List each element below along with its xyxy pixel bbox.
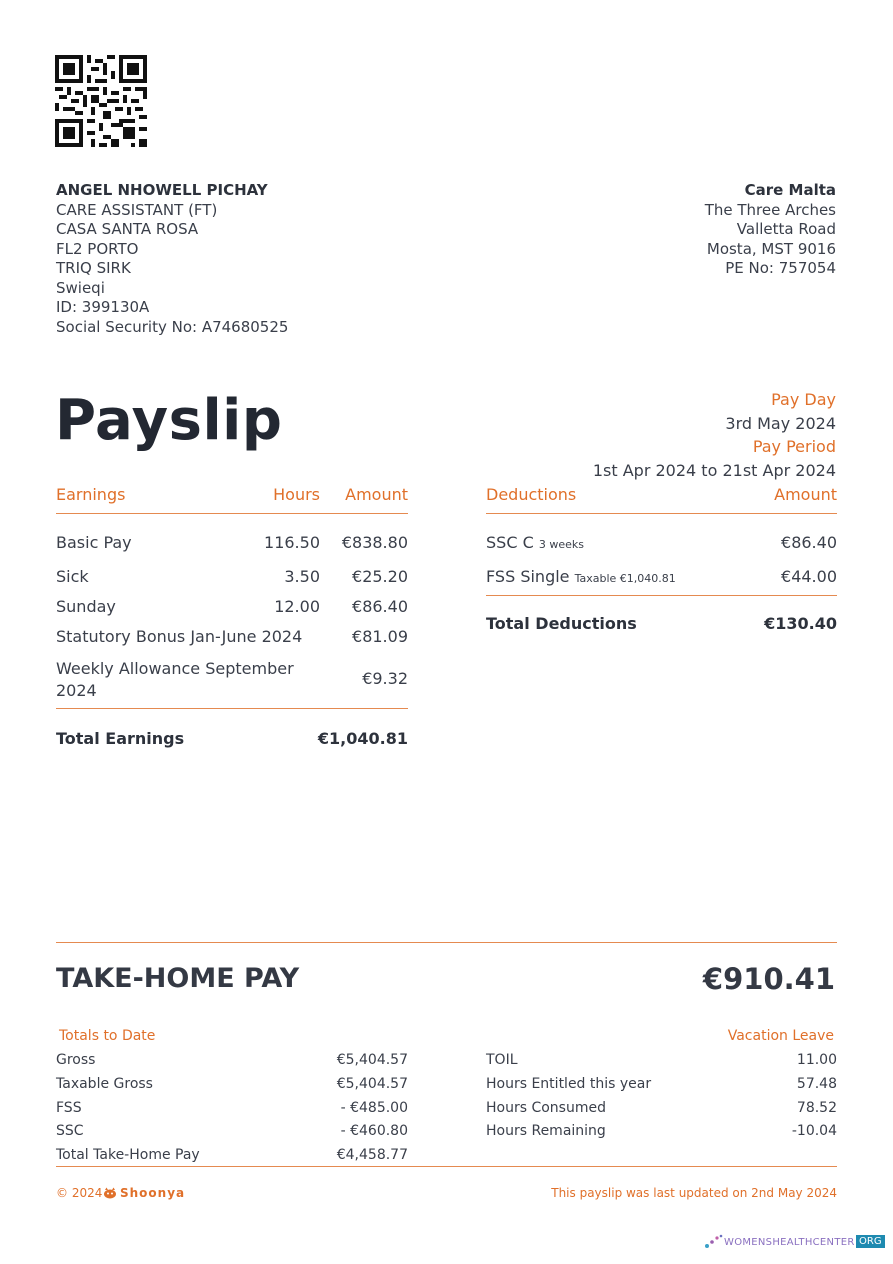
total-earnings-value: €1,040.81: [317, 729, 408, 748]
deduction-name: FSS Single: [486, 567, 570, 586]
employer-address-line: Mosta, MST 9016: [706, 239, 836, 258]
total-deductions-label: Total Deductions: [486, 614, 637, 633]
totals-to-date-header: Totals to Date: [59, 1028, 156, 1044]
earnings-row-amount: €9.32: [362, 669, 408, 688]
brand-logo: [103, 1186, 186, 1208]
earnings-row-label: Statutory Bonus Jan-June 2024: [56, 627, 303, 646]
earnings-row-amount: €86.40: [352, 597, 408, 616]
totals-row-label: Gross: [56, 1052, 96, 1068]
deductions-header-rule: [486, 513, 837, 514]
watermark-tld: ORG: [856, 1235, 885, 1248]
earnings-row-hours: 116.50: [264, 533, 320, 552]
deductions-row-amount: €44.00: [781, 567, 837, 586]
employee-address-line: TRIQ SIRK: [56, 259, 131, 277]
employer-block: [705, 181, 836, 279]
totals-row-value: - €460.80: [340, 1123, 408, 1139]
total-earnings-label: Total Earnings: [56, 729, 185, 748]
leave-row-value: 78.52: [796, 1100, 837, 1116]
watermark: [704, 1232, 884, 1254]
leave-row-label: Hours Consumed: [486, 1100, 606, 1116]
totals-row-value: €5,404.57: [336, 1076, 408, 1092]
totals-row-label: Total Take-Home Pay: [56, 1147, 200, 1163]
earnings-row-hours: 3.50: [284, 567, 320, 586]
footer-rule: [56, 1166, 837, 1167]
employee-address-line: FL2 PORTO: [56, 239, 139, 258]
dots-icon: [704, 1234, 724, 1250]
pay-day-value: 3rd May 2024: [725, 414, 836, 433]
deduction-note: 3 weeks: [538, 538, 584, 551]
earnings-row-label: Sunday: [56, 597, 116, 616]
take-home-amount: €910.41: [702, 962, 835, 996]
pay-period-label: Pay Period: [752, 437, 836, 456]
employee-block: [56, 181, 288, 337]
total-deductions-value: €130.40: [764, 614, 837, 633]
earnings-row-amount: €25.20: [352, 567, 408, 586]
leave-row-label: Hours Entitled this year: [486, 1076, 652, 1092]
employee-locality: Swieqi: [56, 278, 105, 297]
leave-row-value: 57.48: [796, 1076, 837, 1092]
totals-row-value: - €485.00: [340, 1100, 408, 1116]
deduction-name: SSC C: [486, 533, 534, 552]
amount-header: Amount: [345, 485, 408, 504]
leave-row-value: 11.00: [796, 1052, 837, 1068]
employee-id: ID: 399130A: [56, 298, 150, 316]
page-title: Payslip: [55, 388, 283, 453]
deductions-row-label: [486, 567, 676, 586]
brand-name: Shoonya: [120, 1186, 186, 1200]
pay-day-label: Pay Day: [771, 390, 836, 409]
totals-row-value: €4,458.77: [336, 1147, 408, 1163]
employee-name: ANGEL NHOWELL PICHAY: [56, 181, 268, 199]
employer-name: Care Malta: [744, 181, 836, 199]
deductions-total-rule: [486, 595, 837, 596]
employer-address-line: The Three Arches: [704, 200, 836, 219]
employee-position: CARE ASSISTANT (FT): [56, 200, 218, 219]
hours-header: Hours: [273, 485, 320, 504]
last-updated-note: This payslip was last updated on 2nd May 2024: [551, 1186, 837, 1200]
deduction-note: Taxable €1,040.81: [574, 572, 676, 585]
leave-row-value: -10.04: [791, 1123, 837, 1139]
take-home-rule: [56, 942, 837, 943]
pay-period-value: 1st Apr 2024 to 21st Apr 2024: [592, 461, 836, 480]
deductions-row-label: [486, 533, 584, 552]
employer-address-line: Valletta Road: [736, 220, 836, 238]
earnings-row-amount: €838.80: [341, 533, 408, 552]
deductions-row-amount: €86.40: [781, 533, 837, 552]
earnings-row-label: Weekly Allowance September 2024: [56, 659, 294, 700]
copyright: © 2024: [56, 1186, 103, 1200]
totals-row-label: FSS: [56, 1100, 82, 1116]
watermark-text: WOMENSHEALTHCENTER: [724, 1237, 855, 1248]
employer-pe-number: PE No: 757054: [725, 259, 836, 277]
earnings-header-rule: [56, 513, 408, 514]
qr-code: [55, 55, 147, 147]
totals-row-label: Taxable Gross: [56, 1076, 153, 1092]
deductions-amount-header: Amount: [774, 485, 837, 504]
totals-row-value: €5,404.57: [336, 1052, 408, 1068]
employee-ssn: Social Security No: A74680525: [56, 317, 289, 336]
earnings-total-rule: [56, 708, 408, 709]
employee-address-line: CASA SANTA ROSA: [56, 220, 199, 238]
leave-row-label: Hours Remaining: [486, 1123, 606, 1139]
vacation-leave-header: Vacation Leave: [727, 1028, 834, 1044]
earnings-row-amount: €81.09: [352, 627, 408, 646]
totals-row-label: SSC: [56, 1123, 84, 1139]
take-home-label: TAKE-HOME PAY: [56, 963, 300, 994]
earnings-row-label: Sick: [56, 567, 89, 586]
earnings-row-hours: 12.00: [274, 597, 320, 616]
earnings-header: Earnings: [56, 485, 126, 504]
deductions-header: Deductions: [486, 485, 577, 504]
leave-row-label: TOIL: [486, 1052, 518, 1068]
earnings-row-label: Basic Pay: [56, 533, 132, 552]
